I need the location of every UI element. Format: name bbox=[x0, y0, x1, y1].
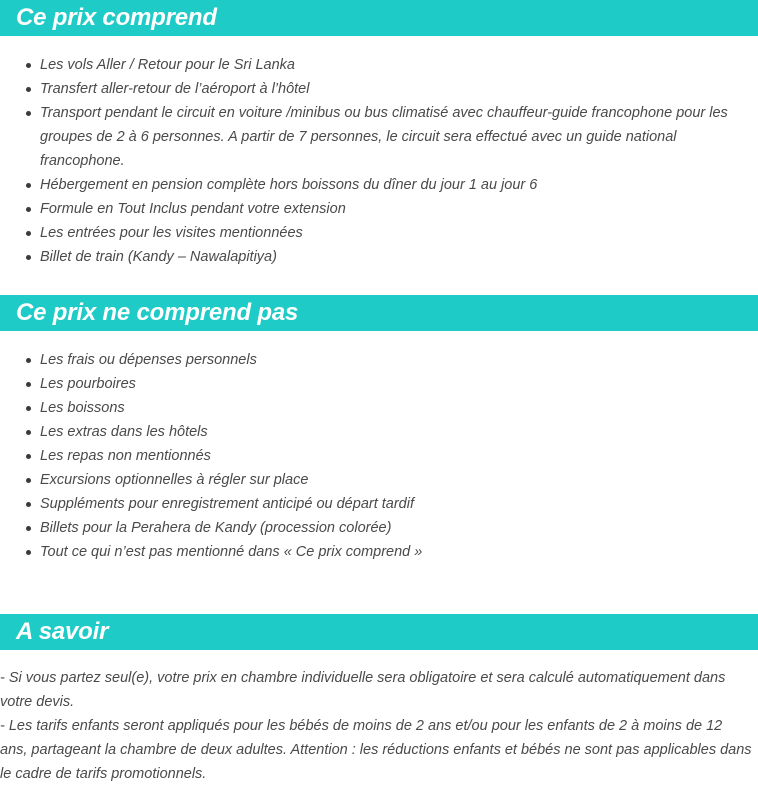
list-item bbox=[0, 53, 740, 77]
info-paragraph-child-rates: - Les tarifs enfants seront appliqués pour les bébés de moins de 2 ans et/ou pour les enfants de 2 à moins de 12 ans, partageant la chambre de deux adultes. Attention : les réductions enfants et bébés ne sont pas applicables dans le cadre de tarifs promotionnels. bbox=[0, 718, 752, 782]
bullet-icon bbox=[26, 207, 31, 212]
bullet-icon bbox=[26, 382, 31, 387]
bullet-icon bbox=[26, 406, 31, 411]
list-item bbox=[0, 77, 740, 101]
list-item-text: Les pourboires bbox=[40, 376, 136, 392]
list-item-text: Transfert aller-retour de l’aéroport à l’hôtel bbox=[40, 81, 310, 97]
list-item-text: Billets pour la Perahera de Kandy (procession colorée) bbox=[40, 520, 392, 536]
list-item bbox=[0, 444, 740, 468]
info-paragraph-single-room: - Si vous partez seul(e), votre prix en chambre individuelle sera obligatoire et sera calculé automatiquement dans votre devis. bbox=[0, 670, 726, 710]
list-item bbox=[0, 197, 740, 221]
bullet-icon bbox=[26, 255, 31, 260]
bullet-icon bbox=[26, 231, 31, 236]
bullet-icon bbox=[26, 430, 31, 435]
includes-list bbox=[0, 53, 740, 269]
list-item-text: Les boissons bbox=[40, 400, 125, 416]
excludes-header bbox=[0, 295, 758, 331]
includes-title: Ce prix comprend bbox=[16, 4, 217, 31]
list-item-text: Excursions optionnelles à régler sur place bbox=[40, 472, 309, 488]
excludes-title: Ce prix ne comprend pas bbox=[16, 299, 299, 326]
list-item bbox=[0, 540, 740, 564]
list-item bbox=[0, 348, 740, 372]
list-item bbox=[0, 492, 740, 516]
bullet-icon bbox=[26, 526, 31, 531]
list-item-text: Les extras dans les hôtels bbox=[40, 424, 208, 440]
list-item-text: Billet de train (Kandy – Nawalapitiya) bbox=[40, 249, 277, 265]
info-header bbox=[0, 614, 758, 650]
list-item-text: Suppléments pour enregistrement anticipé ou départ tardif bbox=[40, 496, 414, 512]
list-item bbox=[0, 420, 740, 444]
includes-header bbox=[0, 0, 758, 36]
list-item bbox=[0, 101, 740, 173]
bullet-icon bbox=[26, 63, 31, 68]
list-item bbox=[0, 245, 740, 269]
list-item-text: Les repas non mentionnés bbox=[40, 448, 211, 464]
list-item bbox=[0, 396, 740, 420]
list-item-text: Transport pendant le circuit en voiture /minibus ou bus climatisé avec chauffeur-guide francophone pour les groupes de 2 à 6 personnes. A partir de 7 personnes, le circuit sera effectué avec un guide national francophone. bbox=[40, 105, 728, 169]
info-content bbox=[0, 666, 752, 786]
list-item-text: Hébergement en pension complète hors boissons du dîner du jour 1 au jour 6 bbox=[40, 177, 538, 193]
list-item bbox=[0, 468, 740, 492]
bullet-icon bbox=[26, 478, 31, 483]
list-item bbox=[0, 221, 740, 245]
list-item-text: Les frais ou dépenses personnels bbox=[40, 352, 257, 368]
list-item bbox=[0, 372, 740, 396]
bullet-icon bbox=[26, 183, 31, 188]
bullet-icon bbox=[26, 550, 31, 555]
list-item-text: Tout ce qui n’est pas mentionné dans « Ce prix comprend » bbox=[40, 544, 423, 560]
bullet-icon bbox=[26, 454, 31, 459]
list-item-text: Les entrées pour les visites mentionnées bbox=[40, 225, 303, 241]
list-item-text: Les vols Aller / Retour pour le Sri Lanka bbox=[40, 57, 295, 73]
bullet-icon bbox=[26, 111, 31, 116]
list-item bbox=[0, 173, 740, 197]
bullet-icon bbox=[26, 87, 31, 92]
bullet-icon bbox=[26, 358, 31, 363]
list-item bbox=[0, 516, 740, 540]
info-title: A savoir bbox=[16, 618, 109, 645]
list-item-text: Formule en Tout Inclus pendant votre extension bbox=[40, 201, 346, 217]
excludes-list bbox=[0, 348, 740, 564]
bullet-icon bbox=[26, 502, 31, 507]
